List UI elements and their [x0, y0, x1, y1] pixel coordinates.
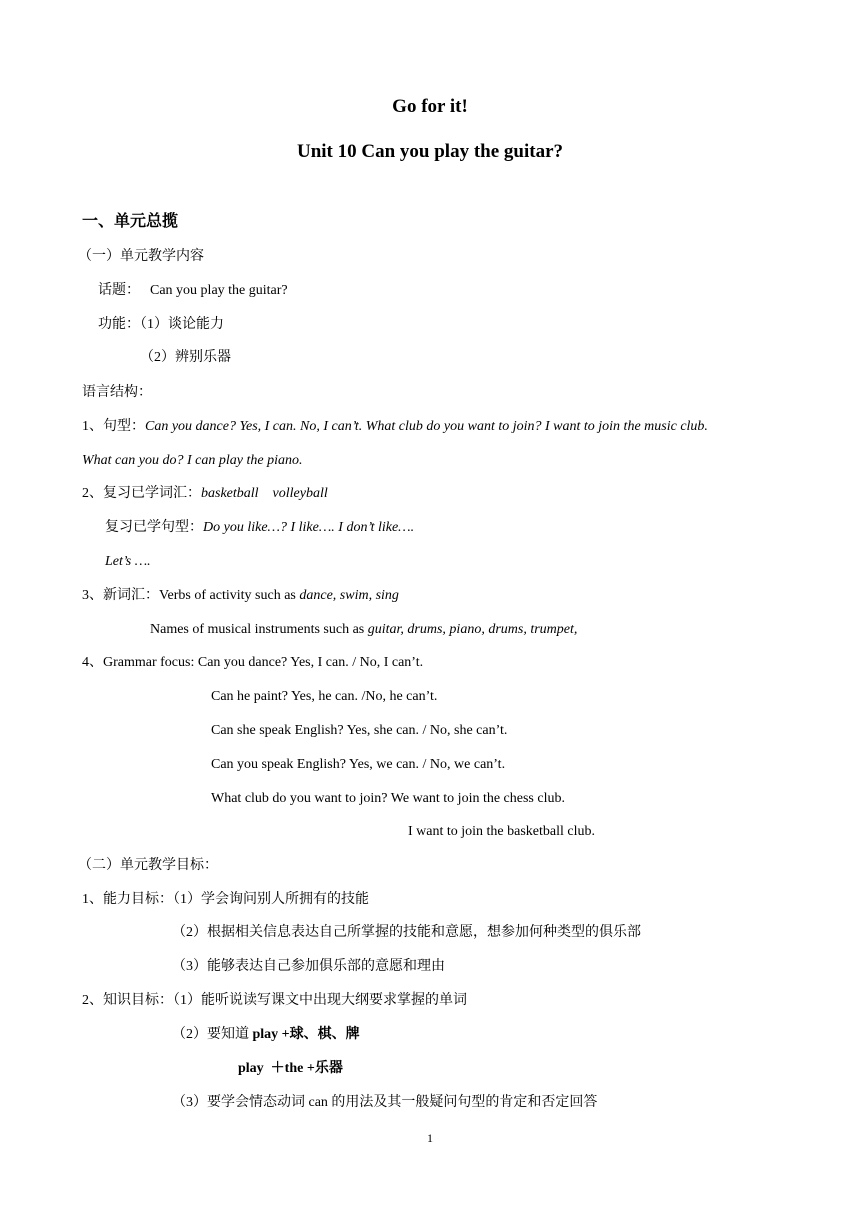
document-title: Go for it! [392, 96, 468, 117]
structure-label: 语言结构： [82, 385, 152, 400]
new-words-prefix: Verbs of activity such as [159, 588, 300, 603]
ability-goal-item: （1）学会询问别人所拥有的技能 [173, 892, 369, 907]
review-sentences-text: Do you like…? I like…. I don’t like…. [203, 520, 415, 535]
function-line [98, 316, 224, 334]
sentence-pattern-continued: What can you do? I can play the piano. [82, 453, 303, 468]
knowledge-goal-label: 2、知识目标： [82, 993, 173, 1008]
knowledge-goal-item-2-prefix: （2）要知道 [172, 1027, 253, 1042]
instruments-prefix: Names of musical instruments such as [150, 622, 368, 637]
review-words-text: basketball volleyball [201, 486, 328, 501]
new-words-line [82, 587, 399, 605]
review-words-line [82, 485, 328, 503]
instruments-line [150, 621, 577, 639]
new-words-verbs: dance, swim, sing [299, 588, 399, 603]
grammar-line: Can you speak English? Yes, we can. / No, we can’t. [211, 757, 506, 772]
page-number: 1 [427, 1131, 433, 1145]
grammar-line: Can she speak English? Yes, she can. / No, she can’t. [211, 723, 508, 738]
topic-line [98, 282, 288, 300]
function-label: 功能： [98, 317, 140, 332]
ability-goal-label: 1、能力目标： [82, 892, 173, 907]
grammar-line: What club do you want to join? We want to join the chess club. [211, 791, 565, 806]
sentence-pattern-line [82, 418, 708, 436]
instruments-list: guitar, drums, piano, drums, trumpet, [367, 622, 578, 637]
sentence-pattern-label: 1、句型： [82, 419, 145, 434]
subsection-heading-content: （一）单元教学内容 [78, 249, 204, 264]
ability-goal-line [82, 891, 369, 909]
grammar-line: I want to join the basketball club. [408, 824, 596, 839]
subsection-heading-goals: （二）单元教学目标： [78, 858, 218, 873]
ability-goal-item: （2）根据相关信息表达自己所掌握的技能和意愿，想参加何种类型的俱乐部 [172, 925, 641, 940]
document-subtitle: Unit 10 Can you play the guitar? [296, 141, 564, 162]
knowledge-goal-item-2-line2: play ＋the +乐器 [238, 1061, 343, 1076]
function-item-2: （2）辨别乐器 [140, 350, 231, 365]
review-words-label: 2、复习已学词汇： [82, 486, 201, 501]
new-words-label: 3、新词汇： [82, 588, 159, 603]
grammar-line: Can he paint? Yes, he can. /No, he can’t. [211, 689, 438, 704]
function-item-1: （1）谈论能力 [140, 317, 224, 332]
grammar-focus-line: 4、Grammar focus: Can you dance? Yes, I can. / No, I can’t. [82, 655, 424, 670]
review-sentences-line [105, 519, 414, 537]
ability-goal-item: （3）能够表达自己参加俱乐部的意愿和理由 [172, 959, 445, 974]
knowledge-goal-line [82, 992, 467, 1010]
sentence-pattern-text: Can you dance? Yes, I can. No, I can’t. What club do you want to join? I want to join the music club. [145, 419, 708, 434]
topic-label: 话题： [98, 283, 140, 298]
section-heading-overview: 一、单元总揽 [82, 213, 179, 230]
knowledge-goal-item-3: （3）要学会情态动词 can 的用法及其一般疑问句型的肯定和否定回答 [172, 1095, 598, 1110]
knowledge-goal-item: （1）能听说读写课文中出现大纲要求掌握的单词 [173, 993, 467, 1008]
knowledge-goal-item-2 [172, 1026, 360, 1044]
knowledge-goal-item-2-bold: play +球、棋、牌 [252, 1027, 360, 1042]
topic-value: Can you play the guitar? [150, 283, 288, 298]
review-sentences-label: 复习已学句型： [105, 520, 203, 535]
lets-line: Let’s …. [105, 554, 151, 569]
